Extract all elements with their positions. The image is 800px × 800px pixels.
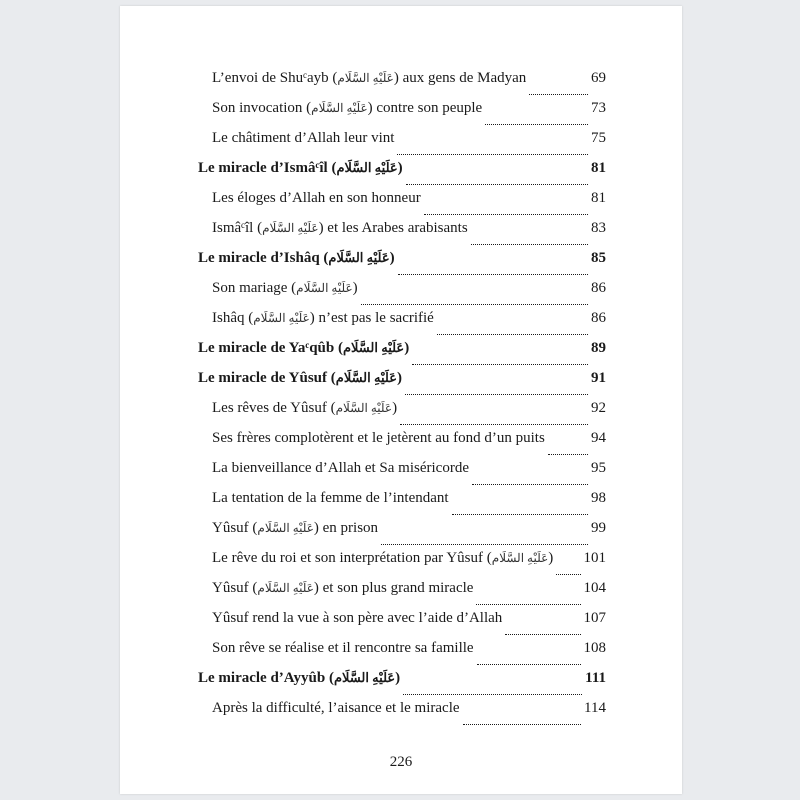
toc-entry-title <box>198 250 395 267</box>
toc-entry-title <box>212 100 482 117</box>
dot-leader <box>463 723 582 725</box>
toc-entry-text: Les rêves de Yûsuf ( <box>212 400 336 416</box>
table-of-contents <box>198 70 606 730</box>
toc-section-entry <box>198 70 606 100</box>
toc-chapter-entry <box>198 160 606 190</box>
toc-section-entry <box>198 580 606 610</box>
dot-leader <box>424 213 588 215</box>
toc-entry-text: Son invocation ( <box>212 100 312 116</box>
toc-entry-text: Le miracle d’Ishâq ( <box>198 250 329 266</box>
arabic-blessing: عَلَيْهِ السَّلَام <box>257 581 314 595</box>
toc-entry-title <box>212 520 378 537</box>
toc-entry-text: Ses frères complotèrent et le jetèrent au fond d’un puits <box>212 430 545 446</box>
arabic-blessing: عَلَيْهِ السَّلَام <box>253 311 310 325</box>
toc-entry-title <box>212 580 473 597</box>
dot-leader <box>405 393 588 395</box>
dot-leader <box>471 243 588 245</box>
arabic-blessing: عَلَيْهِ السَّلَام <box>328 250 390 265</box>
toc-page-number: 111 <box>585 670 606 686</box>
toc-section-entry <box>198 460 606 490</box>
toc-entry-text: Le miracle d’Ismâᶜîl ( <box>198 160 337 176</box>
dot-leader <box>400 423 588 425</box>
toc-entry-text: Le châtiment d’Allah leur vint <box>212 130 395 146</box>
dot-leader <box>403 693 582 695</box>
toc-entry-text: La tentation de la femme de l’intendant <box>212 490 449 506</box>
toc-entry-text: Ismâᶜîl ( <box>212 220 263 236</box>
dot-leader <box>472 483 588 485</box>
toc-entry-title <box>198 670 400 687</box>
dot-leader <box>397 153 588 155</box>
arabic-blessing: عَلَيْهِ السَّلَام <box>262 221 319 235</box>
toc-chapter-entry <box>198 370 606 400</box>
toc-section-entry <box>198 400 606 430</box>
dot-leader <box>361 303 588 305</box>
toc-entry-text-after: ) <box>352 280 358 296</box>
toc-page-number: 69 <box>591 70 606 86</box>
toc-entry-text-after: ) <box>392 400 398 416</box>
toc-entry-text-after: ) n’est pas le sacrifié <box>309 310 434 326</box>
toc-entry-text: Le miracle de Yaᶜqûb ( <box>198 340 343 356</box>
dot-leader <box>476 603 580 605</box>
toc-page-number: 107 <box>583 610 606 626</box>
toc-entry-title <box>212 490 449 507</box>
toc-chapter-entry <box>198 670 606 700</box>
toc-entry-title <box>212 610 502 627</box>
toc-page-number: 91 <box>591 370 606 386</box>
page-number: 226 <box>389 754 413 770</box>
toc-entry-text: Le miracle de Yûsuf ( <box>198 370 336 386</box>
toc-page-number: 114 <box>584 700 606 716</box>
toc-entry-title <box>198 370 402 387</box>
arabic-blessing: عَلَيْهِ السَّلَام <box>333 670 396 685</box>
toc-entry-text-after: ) <box>395 670 401 686</box>
arabic-blessing: عَلَيْهِ السَّلَام <box>491 551 549 565</box>
toc-entry-text: Les éloges d’Allah en son honneur <box>212 190 421 206</box>
toc-entry-text-after: ) <box>404 340 410 356</box>
toc-section-entry <box>198 220 606 250</box>
dot-leader <box>381 543 588 545</box>
toc-page-number: 83 <box>591 220 606 236</box>
dot-leader <box>398 273 588 275</box>
toc-page-number: 108 <box>583 640 606 656</box>
toc-entry-title <box>212 220 468 237</box>
toc-section-entry <box>198 700 606 730</box>
dot-leader <box>412 363 588 365</box>
toc-entry-text-after: ) et son plus grand miracle <box>313 580 474 596</box>
toc-entry-text: L’envoi de Shuᶜayb ( <box>212 70 338 86</box>
toc-entry-text: Son rêve se réalise et il rencontre sa famille <box>212 640 474 656</box>
toc-section-entry <box>198 430 606 460</box>
toc-entry-text: Ishâq ( <box>212 310 254 326</box>
book-page <box>120 6 682 794</box>
toc-entry-text-after: ) contre son peuple <box>367 100 483 116</box>
toc-section-entry <box>198 550 606 580</box>
toc-entry-text: Le rêve du roi et son interprétation par Yûsuf ( <box>212 550 492 566</box>
toc-page-number: 86 <box>591 310 606 326</box>
arabic-blessing: عَلَيْهِ السَّلَام <box>343 340 405 355</box>
toc-entry-title <box>212 190 421 207</box>
toc-entry-title <box>212 70 526 87</box>
toc-chapter-entry <box>198 340 606 370</box>
toc-entry-title <box>212 280 358 297</box>
toc-page-number: 81 <box>591 190 606 206</box>
arabic-blessing: عَلَيْهِ السَّلَام <box>257 521 314 535</box>
toc-page-number: 86 <box>591 280 606 296</box>
dot-leader <box>505 633 580 635</box>
toc-entry-title <box>212 460 469 477</box>
dot-leader <box>529 93 588 95</box>
toc-section-entry <box>198 610 606 640</box>
toc-entry-text-after: ) <box>548 550 554 566</box>
toc-section-entry <box>198 310 606 340</box>
arabic-blessing: عَلَيْهِ السَّلَام <box>337 71 394 85</box>
toc-entry-text-after: ) aux gens de Madyan <box>393 70 527 86</box>
toc-page-number: 104 <box>583 580 606 596</box>
dot-leader <box>556 573 580 575</box>
toc-page-number: 94 <box>591 430 606 446</box>
toc-section-entry <box>198 640 606 670</box>
toc-entry-title <box>212 550 553 567</box>
toc-page-number: 75 <box>591 130 606 146</box>
toc-page-number: 99 <box>591 520 606 536</box>
toc-page-number: 98 <box>591 490 606 506</box>
arabic-blessing: عَلَيْهِ السَّلَام <box>311 101 368 115</box>
toc-section-entry <box>198 280 606 310</box>
dot-leader <box>437 333 588 335</box>
toc-entry-text: Après la difficulté, l’aisance et le miracle <box>212 700 460 716</box>
toc-entry-text: Le miracle d’Ayyûb ( <box>198 670 334 686</box>
toc-entry-title <box>212 400 397 417</box>
toc-entry-text-after: ) et les Arabes arabisants <box>318 220 468 236</box>
toc-entry-title <box>212 130 394 147</box>
toc-page-number: 95 <box>591 460 606 476</box>
toc-section-entry <box>198 520 606 550</box>
toc-page-number: 85 <box>591 250 606 266</box>
toc-chapter-entry <box>198 250 606 280</box>
dot-leader <box>485 123 588 125</box>
toc-section-entry <box>198 490 606 520</box>
toc-entry-title <box>198 160 403 177</box>
toc-entry-text-after: ) <box>389 250 395 266</box>
dot-leader <box>477 663 581 665</box>
toc-page-number: 92 <box>591 400 606 416</box>
toc-entry-title <box>212 310 434 327</box>
arabic-blessing: عَلَيْهِ السَّلَام <box>296 281 353 295</box>
toc-page-number: 81 <box>591 160 606 176</box>
dot-leader <box>406 183 588 185</box>
arabic-blessing: عَلَيْهِ السَّلَام <box>335 401 393 415</box>
toc-entry-title <box>212 700 460 717</box>
toc-entry-text: Yûsuf ( <box>212 520 258 536</box>
toc-section-entry <box>198 190 606 220</box>
dot-leader <box>548 453 588 455</box>
toc-entry-text: Yûsuf ( <box>212 580 258 596</box>
arabic-blessing: عَلَيْهِ السَّلَام <box>336 160 398 175</box>
toc-entry-title <box>212 430 545 447</box>
toc-entry-text-after: ) en prison <box>313 520 379 536</box>
toc-section-entry <box>198 100 606 130</box>
dot-leader <box>452 513 588 515</box>
toc-entry-title <box>198 340 409 357</box>
toc-page-number: 73 <box>591 100 606 116</box>
toc-entry-text: Yûsuf rend la vue à son père avec l’aide d’Allah <box>212 610 503 626</box>
toc-entry-text: Son mariage ( <box>212 280 297 296</box>
toc-entry-title <box>212 640 474 657</box>
toc-entry-text-after: ) <box>397 160 403 176</box>
toc-page-number: 101 <box>583 550 606 566</box>
arabic-blessing: عَلَيْهِ السَّلَام <box>335 370 397 385</box>
toc-page-number: 89 <box>591 340 606 356</box>
toc-section-entry <box>198 130 606 160</box>
toc-entry-text-after: ) <box>396 370 402 386</box>
toc-entry-text: La bienveillance d’Allah et Sa miséricorde <box>212 460 469 476</box>
